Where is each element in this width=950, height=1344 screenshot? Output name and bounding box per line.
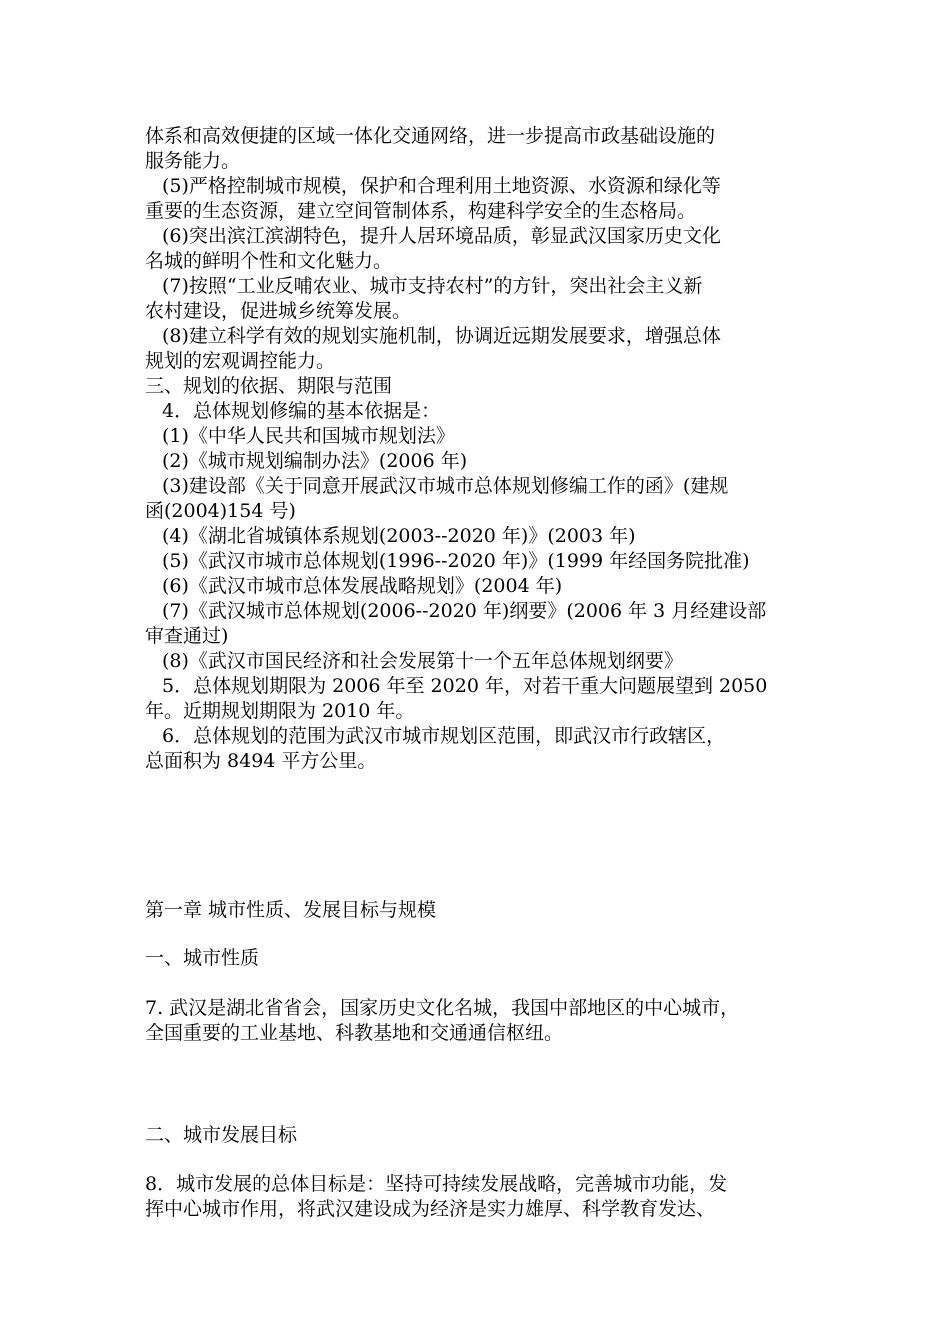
- text-line: 年。近期规划期限为 2010 年。: [145, 700, 415, 722]
- text-line: 服务能力。: [145, 150, 241, 172]
- text-line: (5)严格控制城市规模，保护和合理利用土地资源、水资源和绿化等: [162, 175, 721, 197]
- section-heading: 二、城市发展目标: [145, 1124, 298, 1146]
- list-item: (3)建设部《关于同意开展武汉市城市总体规划修编工作的函》(建规: [162, 475, 729, 497]
- list-item: (5)《武汉市城市总体规划(1996--2020 年)》(1999 年经国务院批准): [162, 550, 750, 572]
- list-item: (6)《武汉市城市总体发展战略规划》(2004 年): [162, 575, 563, 597]
- text-line: 8．城市发展的总体目标是：坚持可持续发展战略，完善城市功能，发: [145, 1173, 728, 1195]
- text-line: 7. 武汉是湖北省省会，国家历史文化名城，我国中部地区的中心城市，: [145, 997, 740, 1019]
- text-line: 6．总体规划的范围为武汉市城市规划区范围，即武汉市行政辖区，: [162, 725, 726, 747]
- text-line: (7)按照“工业反哺农业、城市支持农村”的方针，突出社会主义新: [162, 275, 703, 297]
- text-line: 函(2004)154 号): [145, 500, 296, 522]
- text-line: (8)建立科学有效的规划实施机制，协调近远期发展要求，增强总体: [162, 325, 721, 347]
- text-line: 5．总体规划期限为 2006 年至 2020 年，对若干重大问题展望到 2050: [162, 675, 768, 697]
- text-line: 总面积为 8494 平方公里。: [145, 750, 377, 772]
- text-line: 规划的宏观调控能力。: [145, 350, 336, 372]
- section-heading: 三、规划的依据、期限与范围: [145, 375, 393, 397]
- text-line: 体系和高效便捷的区域一体化交通网络，进一步提高市政基础设施的: [145, 125, 716, 147]
- text-line: 农村建设，促进城乡统筹发展。: [145, 300, 412, 322]
- text-line: 挥中心城市作用，将武汉建设成为经济是实力雄厚、科学教育发达、: [145, 1198, 716, 1220]
- text-line: (6)突出滨江滨湖特色，提升人居环境品质，彰显武汉国家历史文化: [162, 225, 721, 247]
- text-line: 重要的生态资源，建立空间管制体系，构建科学安全的生态格局。: [145, 200, 697, 222]
- list-item: (4)《湖北省城镇体系规划(2003--2020 年)》(2003 年): [162, 525, 636, 547]
- text-line: 名城的鲜明个性和文化魅力。: [145, 250, 393, 272]
- list-item: (1)《中华人民共和国城市规划法》: [162, 425, 455, 447]
- list-item: (7)《武汉城市总体规划(2006--2020 年)纲要》(2006 年 3 月经建设部: [162, 600, 767, 622]
- chapter-heading: 第一章 城市性质、发展目标与规模: [145, 899, 437, 921]
- list-item: (2)《城市规划编制办法》(2006 年): [162, 450, 468, 472]
- text-line: 4．总体规划修编的基本依据是：: [162, 400, 441, 422]
- list-item: (8)《武汉市国民经济和社会发展第十一个五年总体规划纲要》: [162, 650, 683, 672]
- section-heading: 一、城市性质: [145, 947, 260, 969]
- text-line: 审查通过): [145, 625, 229, 647]
- text-line: 全国重要的工业基地、科教基地和交通通信枢纽。: [145, 1022, 564, 1044]
